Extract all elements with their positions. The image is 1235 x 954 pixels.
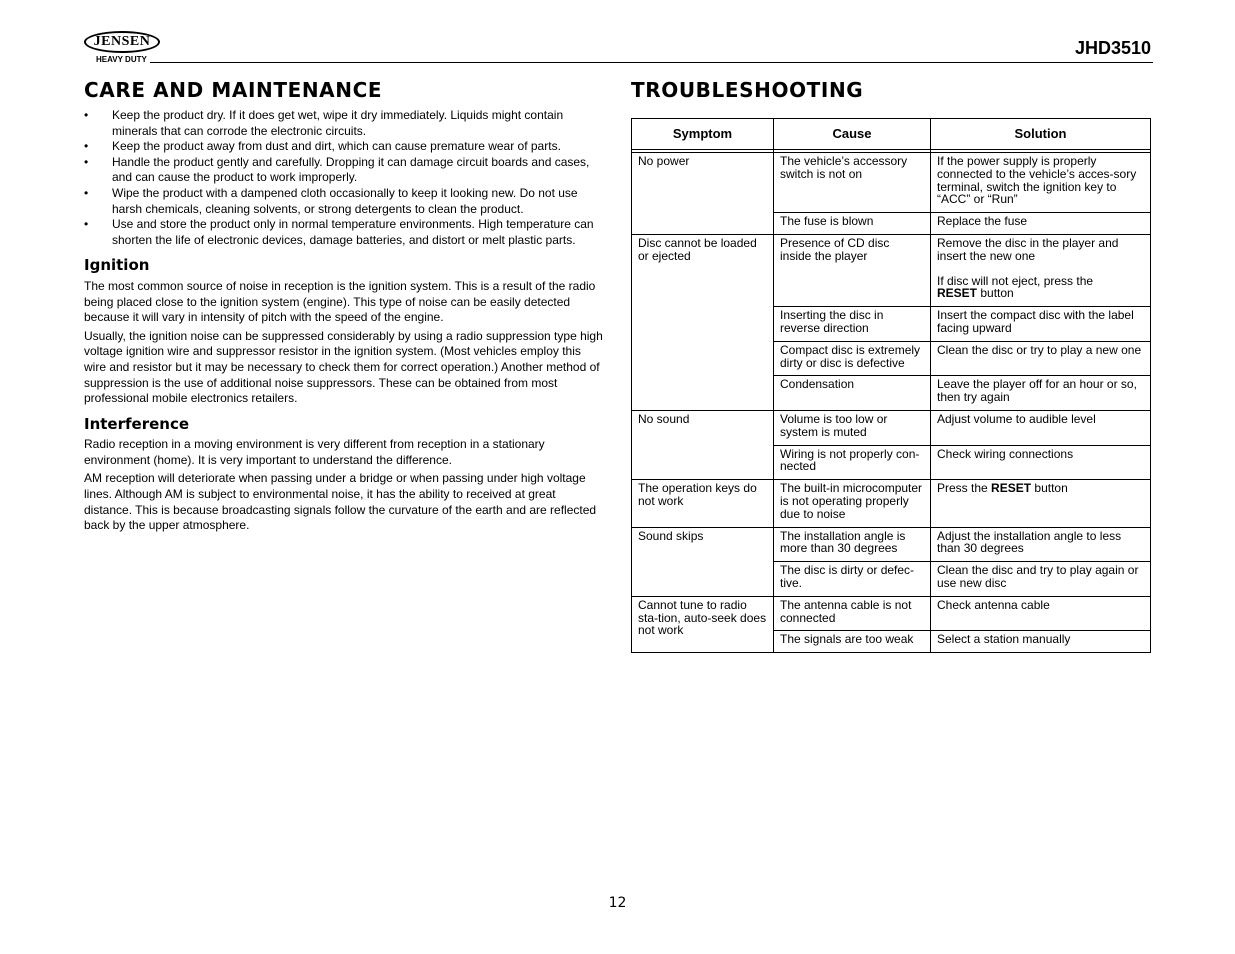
cause-cell: Volume is too low or system is muted	[774, 410, 931, 445]
header-solution: Solution	[931, 119, 1151, 150]
care-section	[84, 108, 604, 537]
cause-cell: The fuse is blown	[774, 213, 931, 235]
table-row	[632, 596, 1151, 631]
table-row	[632, 410, 1151, 445]
solution-text: button	[1034, 481, 1068, 496]
jensen-logo	[84, 31, 164, 64]
solution-cell: Select a station manually	[931, 631, 1151, 653]
bullet-glyph: •	[84, 108, 89, 122]
table-row	[632, 480, 1151, 527]
list-item	[84, 155, 604, 186]
list-item	[84, 217, 604, 248]
table-row	[632, 153, 1151, 213]
interference-heading: Interference	[84, 414, 190, 433]
symptom-cell: No sound	[632, 410, 774, 479]
reset-label: RESET	[937, 286, 978, 301]
logo-subtitle: HEAVY DUTY	[96, 55, 147, 64]
troubleshooting-table	[631, 118, 1151, 653]
solution-cell: Replace the fuse	[931, 213, 1151, 235]
solution-cell: Insert the compact disc with the label facing upward	[931, 307, 1151, 342]
solution-cell	[931, 480, 1151, 527]
reset-label: RESET	[991, 481, 1032, 496]
symptom-cell: Sound skips	[632, 527, 774, 596]
symptom-cell: Disc cannot be loaded or ejected	[632, 234, 774, 410]
solution-cell: Adjust the installation angle to less than 30 degrees	[931, 527, 1151, 562]
list-item	[84, 108, 604, 139]
list-item	[84, 139, 604, 155]
symptom-cell: The operation keys do not work	[632, 480, 774, 527]
solution-cell: Check wiring connections	[931, 445, 1151, 480]
interference-paragraph-2: AM reception will deteriorate when passing under a bridge or when passing under high voltage lines. Although AM is subject to environmental noise, it has the ability to received at great distance. This is because broadcasting signals follow the curvature of the earth and are reflected back by the upper atmosphere.	[84, 471, 597, 533]
cause-cell: Condensation	[774, 376, 931, 411]
logo-wordmark: JENSEN	[84, 31, 160, 53]
cause-cell: The signals are too weak	[774, 631, 931, 653]
cause-cell: Inserting the disc in reverse direction	[774, 307, 931, 342]
care-title: CARE AND MAINTENANCE	[84, 78, 383, 102]
bullet-text: Handle the product gently and carefully. Dropping it can damage circuit boards and cases, and can cause the product to work improperly.	[112, 154, 590, 185]
header-rule	[150, 62, 1153, 63]
solution-text: Remove the disc in the player and insert the new one	[937, 235, 1119, 263]
table-row	[632, 527, 1151, 562]
header-symptom: Symptom	[632, 119, 774, 150]
solution-cell	[931, 234, 1151, 306]
bullet-glyph: •	[84, 154, 89, 169]
solution-cell: Adjust volume to audible level	[931, 410, 1151, 445]
bullet-glyph: •	[84, 185, 89, 200]
interference-paragraph-1: Radio reception in a moving environment is very different from reception in a stationary environment (home). It is very important to understand the difference.	[84, 437, 545, 467]
solution-text: button	[980, 286, 1014, 301]
cause-cell: Compact disc is extremely dirty or disc is defective	[774, 341, 931, 376]
cause-cell: The disc is dirty or defec-tive.	[774, 562, 931, 597]
table-header-row	[632, 119, 1151, 150]
page-number: 12	[608, 895, 627, 911]
bullet-glyph: •	[84, 217, 89, 232]
troubleshooting-title: TROUBLESHOOTING	[631, 78, 864, 102]
care-bullet-list	[84, 108, 604, 248]
list-item	[84, 186, 604, 217]
ignition-heading: Ignition	[84, 256, 150, 275]
ignition-paragraph-1: The most common source of noise in reception is the ignition system. This is a result of the radio being placed close to the ignition system (engine). This type of noise can be easily detected because it will vary in intensity of pitch with the speed of the engine.	[84, 278, 596, 325]
solution-cell: Leave the player off for an hour or so, then try again	[931, 376, 1151, 411]
cause-cell: The built-in microcomputer is not operating properly due to noise	[774, 480, 931, 527]
solution-cell: Clean the disc or try to play a new one	[931, 341, 1151, 376]
cause-cell: The antenna cable is not connected	[774, 596, 931, 631]
bullet-glyph: •	[84, 139, 89, 154]
solution-cell: Check antenna cable	[931, 596, 1151, 631]
model-number: JHD3510	[1074, 38, 1151, 58]
cause-cell: The vehicle’s accessory switch is not on	[774, 153, 931, 213]
solution-text: Press the	[937, 481, 988, 496]
ignition-paragraph-2: Usually, the ignition noise can be suppressed considerably by using a radio suppression type high voltage ignition wire and suppressor resistor in the ignition system. (Most vehicles employ this wire and resistor but it may be necessary to check them for correct operation.) Another method of suppression is the use of additional noise suppressors. These can be obtained from most professional mobile electronics retailers.	[84, 328, 603, 406]
header-cause: Cause	[774, 119, 931, 150]
cause-cell: Presence of CD disc inside the player	[774, 234, 931, 306]
bullet-text: Use and store the product only in normal temperature environments. High temperature can shorten the life of electronic devices, damage batteries, and distort or melt plastic parts.	[112, 217, 594, 247]
solution-cell: If the power supply is properly connected to the vehicle’s acces-sory terminal, switch the ignition key to “ACC” or “Run”	[931, 153, 1151, 213]
symptom-cell: No power	[632, 153, 774, 235]
bullet-text: Keep the product away from dust and dirt, which can cause premature wear of parts.	[112, 139, 561, 154]
bullet-text: Wipe the product with a dampened cloth occasionally to keep it looking new. Do not use harsh chemicals, cleaning solvents, or strong detergents to clean the product.	[112, 185, 578, 216]
cause-cell: The installation angle is more than 30 degrees	[774, 527, 931, 562]
solution-cell: Clean the disc and try to play again or use new disc	[931, 562, 1151, 597]
bullet-text: Keep the product dry. If it does get wet, wipe it dry immediately. Liquids might contain minerals that can corrode the electronic circuits.	[112, 108, 564, 138]
cause-cell: Wiring is not properly con-nected	[774, 445, 931, 480]
symptom-cell: Cannot tune to radio sta-tion, auto-seek does not work	[632, 596, 774, 652]
solution-text: If disc will not eject, press the	[937, 273, 1094, 288]
table-row	[632, 234, 1151, 306]
